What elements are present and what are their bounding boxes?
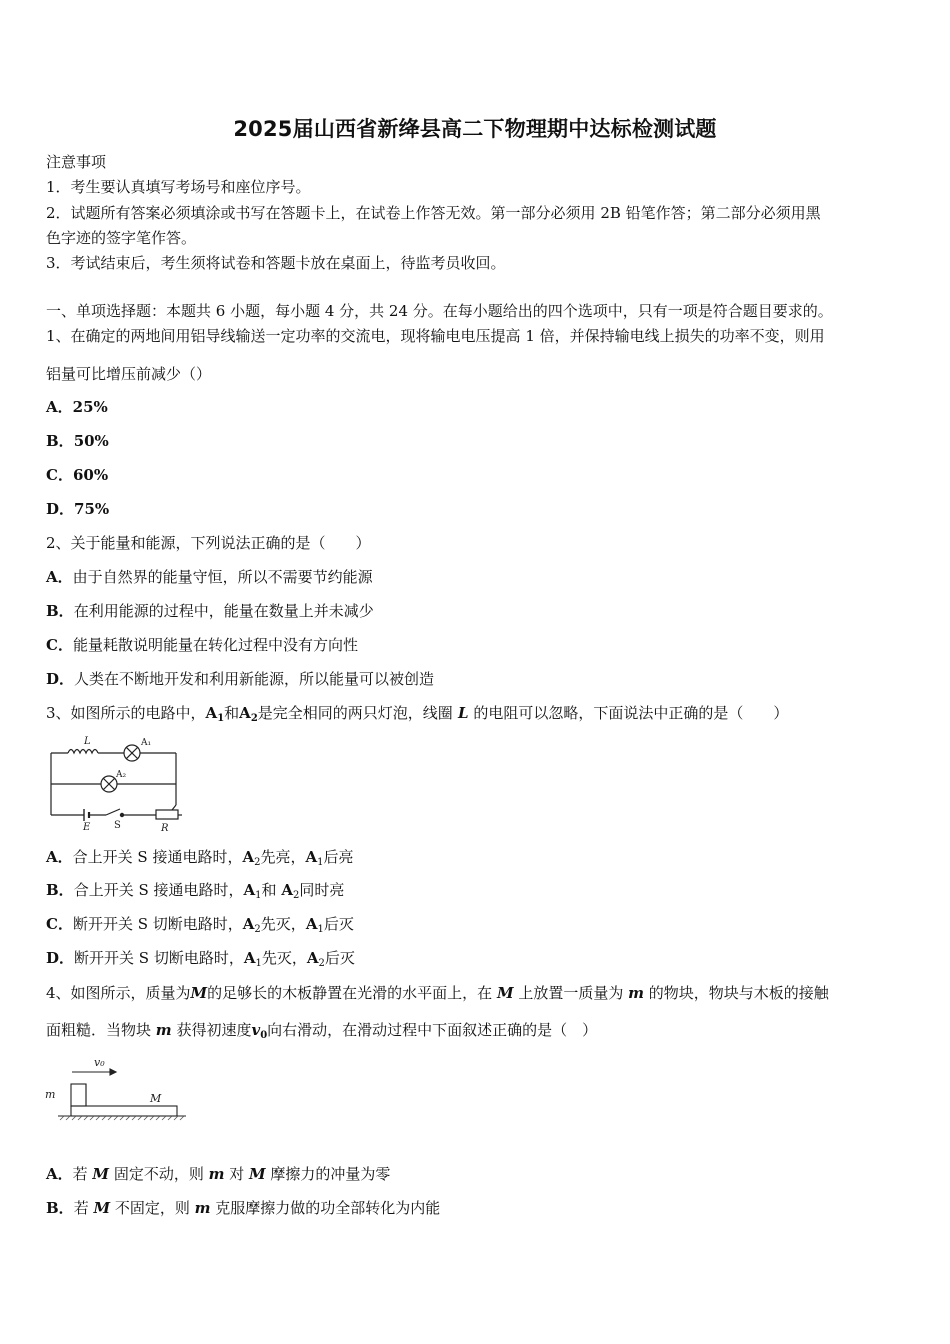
q2-stem: 2、关于能量和能源，下列说法正确的是（ ） [46, 534, 371, 552]
label-m: m [45, 1088, 56, 1101]
label-E: E [83, 822, 91, 833]
notice-item: 2．试题所有答案必须填涂或书写在答题卡上，在试卷上作答无效。第一部分必须用 2B 铅笔作答；第二部分必须用黑 [46, 204, 821, 222]
q2-option-a: A．由于自然界的能量守恒，所以不需要节约能源 [46, 568, 373, 586]
notice-item: 3．考试结束后，考生须将试卷和答题卡放在桌面上，待监考员收回。 [46, 254, 506, 272]
notice-item: 色字迹的签字笔作答。 [46, 229, 197, 247]
q1-option-a: A．25% [46, 398, 108, 416]
label-L: L [84, 736, 91, 747]
q3-option-b: B．合上开关 S 接通电路时，$A_1$和 $A_2$同时亮 [46, 881, 345, 901]
q4-stem-cont: 面粗糙．当物块 m 获得初速度$v_0$向右滑动，在滑动过程中下面叙述正确的是（ ） [46, 1021, 598, 1041]
label-S: S [114, 820, 121, 831]
q1-option-b: B．50% [46, 432, 109, 450]
q2-option-c: C．能量耗散说明能量在转化过程中没有方向性 [46, 636, 358, 654]
section-heading: 一、单项选择题：本题共 6 小题，每小题 4 分，共 24 分。在每小题给出的四个选项中，只有一项是符合题目要求的。 [46, 302, 833, 320]
q4-option-b: B．若 M 不固定，则 m 克服摩擦力做的功全部转化为内能 [46, 1199, 441, 1217]
q4-stem: 4、如图所示，质量为M的足够长的木板静置在光滑的水平面上，在 M 上放置一质量为 m 的物块，物块与木板的接触 [46, 984, 829, 1002]
q2-option-d: D．人类在不断地开发和利用新能源，所以能量可以被创造 [46, 670, 435, 688]
q2-option-b: B．在利用能源的过程中，能量在数量上并未减少 [46, 602, 374, 620]
q3-option-d: D．断开开关 S 切断电路时，$A_1$先灭，$A_2$后灭 [46, 949, 355, 969]
q1-option-d: D．75% [46, 500, 110, 518]
page-title: 2025届山西省新绛县高二下物理期中达标检测试题 [233, 117, 717, 141]
q1-option-c: C．60% [46, 466, 109, 484]
q3-option-a: A．合上开关 S 接通电路时，$A_2$先亮，$A_1$后亮 [46, 848, 354, 868]
q3-stem: 3、如图所示的电路中，$A_1$和$A_2$是完全相同的两只灯泡，线圈 L 的电阻可以忽略，下面说法中正确的是（ ） [46, 704, 789, 724]
label-R: R [161, 823, 169, 833]
q4-option-a: A．若 M 固定不动，则 m 对 M 摩擦力的冲量为零 [46, 1165, 391, 1183]
q1-stem: 1、在确定的两地间用铝导线输送一定功率的交流电，现将输电电压提高 1 倍，并保持输电线上损失的功率不变，则用 [46, 327, 825, 345]
circuit-diagram [46, 733, 186, 833]
notice-item: 1．考生要认真填写考场号和座位序号。 [46, 178, 311, 196]
q1-stem-cont: 铝量可比增压前减少（） [46, 365, 212, 383]
label-A1: A₁ [141, 738, 152, 748]
notice-heading: 注意事项 [46, 153, 107, 171]
label-v0: v₀ [94, 1056, 105, 1069]
block-board-diagram [44, 1050, 194, 1130]
label-A2: A₂ [116, 770, 127, 780]
q3-option-c: C．断开开关 S 切断电路时，$A_2$先灭，$A_1$后灭 [46, 915, 354, 935]
label-M: M [150, 1092, 162, 1105]
